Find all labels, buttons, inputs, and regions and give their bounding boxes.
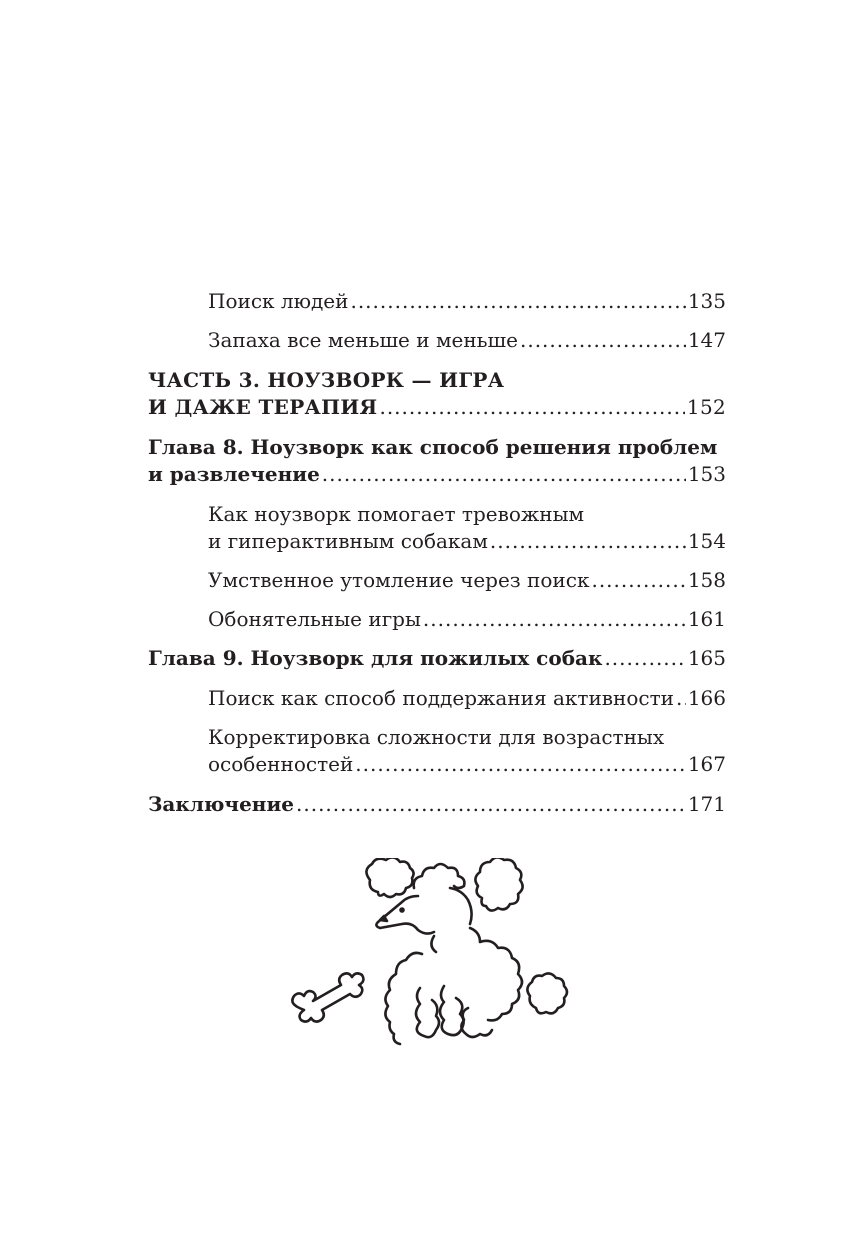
toc-entry-title: и развлечение <box>148 462 320 486</box>
toc-entry-title: Поиск людей <box>208 289 349 313</box>
toc-page-number: 154 <box>687 529 726 553</box>
poodle-illustration <box>282 858 592 1068</box>
dot-leader <box>322 461 686 488</box>
dot-leader <box>591 567 685 594</box>
toc-chapter-entry <box>148 434 726 488</box>
toc-entry-title-line1: Корректировка сложности для возрастных <box>208 725 665 749</box>
toc-page-number: 152 <box>686 395 726 419</box>
toc-entry <box>148 724 726 778</box>
toc-entry-title: Заключение <box>148 792 294 816</box>
dot-leader <box>423 606 686 633</box>
dot-leader <box>379 394 684 421</box>
dot-leader <box>296 791 686 818</box>
toc-entry <box>148 327 726 354</box>
toc-entry-title: И ДАЖЕ ТЕРАПИЯ <box>148 395 378 419</box>
toc-entry-title: Глава 9. Ноузворк для пожилых собак <box>148 646 603 670</box>
toc-part-entry <box>148 367 726 421</box>
toc-page-number: 147 <box>687 328 726 352</box>
toc-page-number: 171 <box>687 792 726 816</box>
dot-leader <box>520 327 686 354</box>
toc-entry <box>148 501 726 555</box>
toc-entry <box>148 567 726 594</box>
dot-leader <box>490 528 686 555</box>
dot-leader <box>355 751 686 778</box>
toc-page-number: 158 <box>687 568 726 592</box>
dot-leader <box>604 645 685 672</box>
dot-leader <box>350 288 685 315</box>
toc-entry-title: Умственное утомление через поиск <box>208 568 590 592</box>
toc-page-number: 135 <box>687 289 726 313</box>
toc-conclusion-entry <box>148 791 726 818</box>
toc-page-number: 165 <box>687 646 726 670</box>
toc-entry <box>148 685 726 712</box>
toc-entry-title: Запаха все меньше и меньше <box>208 328 518 352</box>
toc-entry-title: Обонятельные игры <box>208 607 421 631</box>
toc-page-number: 161 <box>687 607 726 631</box>
dot-leader <box>676 685 686 712</box>
toc-page-number: 166 <box>687 686 726 710</box>
toc-page-number: 153 <box>687 462 726 486</box>
bone-icon <box>292 973 363 1021</box>
toc-page-number: 167 <box>687 752 726 776</box>
toc-entry-title-line1: Как ноузворк помогает тревожным <box>208 502 585 526</box>
toc-entry-title: и гиперактивным собакам <box>208 529 488 553</box>
toc-entry-title-line1: Глава 8. Ноузворк как способ решения проблем <box>148 435 718 459</box>
toc-entry-title: особенностей <box>208 752 354 776</box>
table-of-contents <box>148 288 726 818</box>
toc-entry <box>148 288 726 315</box>
toc-entry-title-line1: ЧАСТЬ 3. НОУЗВОРК — ИГРА <box>148 368 505 392</box>
toc-entry-title: Поиск как способ поддержания активности <box>208 686 675 710</box>
toc-chapter-entry <box>148 645 726 672</box>
toc-entry <box>148 606 726 633</box>
poodle-icon <box>366 858 567 1044</box>
